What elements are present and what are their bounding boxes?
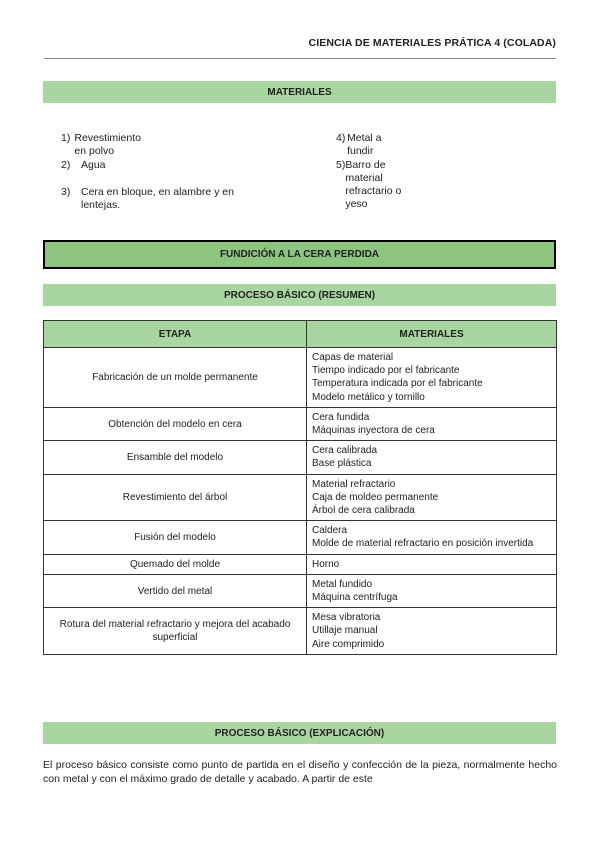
fundicion-heading: FUNDICIÓN A LA CERA PERDIDA <box>43 240 556 269</box>
list-item <box>61 132 148 158</box>
material-line: Metal fundido <box>312 578 373 590</box>
material-line: Molde de material refractario en posición invertida <box>312 538 534 550</box>
material-line: Aire comprimido <box>312 638 385 650</box>
list-number: 1) <box>61 132 71 144</box>
list-item <box>336 132 382 158</box>
material-line: Material refractario <box>312 478 396 490</box>
list-text: Barro de material refractario o yeso <box>345 159 402 210</box>
resumen-heading: PROCESO BÁSICO (RESUMEN) <box>43 284 556 306</box>
document-header: CIENCIA DE MATERIALES PRÁTICA 4 (COLADA) <box>308 37 556 49</box>
list-number: 5) <box>336 159 346 171</box>
material-line: Horno <box>312 558 340 570</box>
list-text: Revestimiento en polvo <box>74 132 141 157</box>
table-row <box>44 608 557 655</box>
list-item <box>336 159 403 211</box>
stage-cell: Revestimiento del árbol <box>44 474 307 521</box>
materials-cell <box>307 554 557 574</box>
materials-cell <box>307 407 557 440</box>
materials-cell <box>307 441 557 474</box>
col-materiales: MATERIALES <box>307 321 557 348</box>
stage-cell: Obtención del modelo en cera <box>44 407 307 440</box>
stage-cell: Rotura del material refractario y mejora del acabado superficial <box>44 608 307 655</box>
material-line: Cera fundida <box>312 411 370 423</box>
list-text: Metal a fundir <box>347 132 382 157</box>
stage-cell: Vertido del metal <box>44 574 307 607</box>
stage-cell: Quemado del molde <box>44 554 307 574</box>
list-item <box>61 159 106 172</box>
material-line: Mesa vibratoria <box>312 612 381 624</box>
material-line: Caldera <box>312 525 348 537</box>
materials-cell <box>307 348 557 408</box>
col-etapa: ETAPA <box>44 321 307 348</box>
material-line: Utillaje manual <box>312 625 378 637</box>
materials-cell <box>307 608 557 655</box>
table-row <box>44 554 557 574</box>
list-number: 4) <box>336 132 346 144</box>
table-row <box>44 574 557 607</box>
material-line: Temperatura indicada por el fabricante <box>312 378 483 390</box>
stage-cell: Fusión del modelo <box>44 521 307 554</box>
table-row <box>44 521 557 554</box>
material-line: Cera calibrada <box>312 445 378 457</box>
materials-heading: MATERIALES <box>43 81 556 103</box>
explicacion-paragraph: El proceso básico consiste como punto de partida en el diseño y confección de la pieza, normalmente hecho con metal y con el máximo grado de detalle y acabado. A partir de este <box>43 759 557 785</box>
explicacion-heading: PROCESO BÁSICO (EXPLICACIÓN) <box>43 722 556 744</box>
materials-cell <box>307 574 557 607</box>
list-number: 3) <box>61 186 71 198</box>
list-number: 2) <box>61 159 71 171</box>
table-row <box>44 348 557 408</box>
material-line: Tiempo indicado por el fabricante <box>312 365 460 377</box>
materials-cell <box>307 474 557 521</box>
list-text: Cera en bloque, en alambre y en lentejas. <box>81 186 234 211</box>
material-line: Máquinas inyectora de cera <box>312 425 435 437</box>
list-item <box>61 186 261 212</box>
material-line: Base plástica <box>312 458 372 470</box>
material-line: Árbol de cera calibrada <box>312 505 415 517</box>
table-row <box>44 407 557 440</box>
stage-cell: Fabricación de un molde permanente <box>44 348 307 408</box>
process-table <box>43 320 557 655</box>
list-text: Agua <box>81 159 106 171</box>
table-row <box>44 441 557 474</box>
material-line: Capas de material <box>312 352 394 363</box>
stage-cell: Ensamble del modelo <box>44 441 307 474</box>
table-row <box>44 474 557 521</box>
material-line: Modelo metálico y tornillo <box>312 391 425 403</box>
material-line: Caja de moldeo permanente <box>312 491 439 503</box>
header-divider <box>44 58 556 59</box>
material-line: Máquina centrífuga <box>312 592 398 604</box>
table-header-row <box>44 321 557 348</box>
materials-cell <box>307 521 557 554</box>
